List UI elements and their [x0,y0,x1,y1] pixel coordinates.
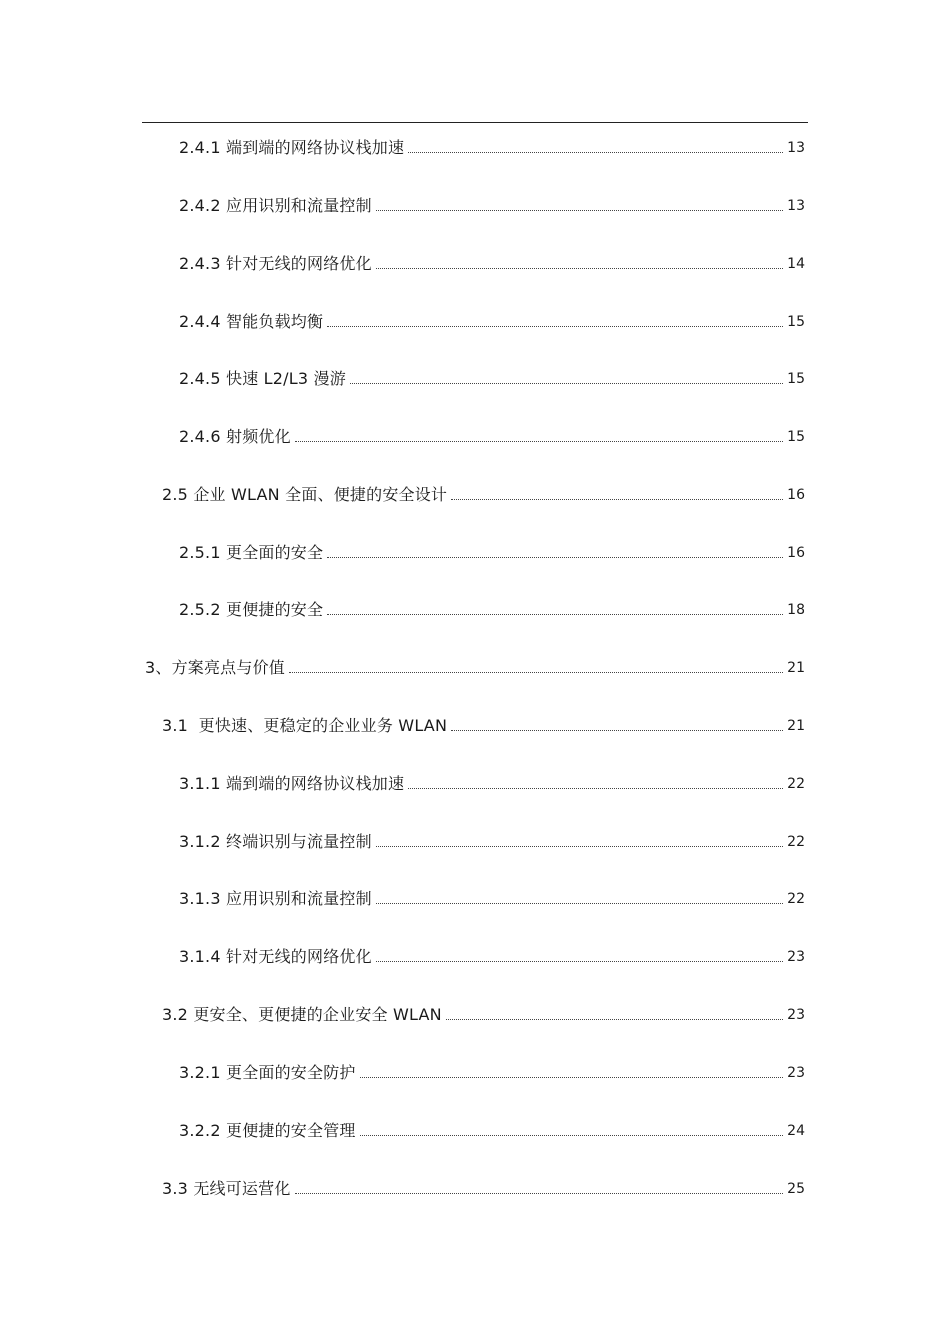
toc-dot-leader [360,1135,783,1136]
toc-dot-leader [376,961,783,962]
toc-dot-leader [327,614,783,615]
toc-page-number: 22 [787,834,805,850]
toc-entry-label: 3、方案亮点与价值 [145,658,285,677]
toc-entry-2-4-4[interactable] [179,308,805,332]
toc-dot-leader [376,846,783,847]
toc-page-number: 25 [787,1181,805,1197]
toc-entry-2-4-5[interactable] [179,365,805,389]
toc-entry-3-1[interactable] [162,712,805,736]
toc-entry-2-5-1[interactable] [179,539,805,563]
toc-dot-leader [376,210,783,211]
toc-entry-label: 3.1.4 针对无线的网络优化 [179,947,372,966]
toc-page-number: 14 [787,256,805,272]
toc-dot-leader [295,1193,783,1194]
toc-entry-3-1-3[interactable] [179,885,805,909]
toc-page-number: 16 [787,487,805,503]
toc-entry-label: 3.3 无线可运营化 [162,1179,291,1198]
toc-entry-3-2-1[interactable] [179,1059,805,1083]
toc-dot-leader [376,903,783,904]
toc-dot-leader [360,1077,783,1078]
toc-dot-leader [295,441,783,442]
toc-entry-label: 3.2.1 更全面的安全防护 [179,1063,356,1082]
toc-page-number: 15 [787,429,805,445]
toc-entry-3-1-1[interactable] [179,770,805,794]
toc-entry-2-4-6[interactable] [179,423,805,447]
toc-page-number: 21 [787,660,805,676]
toc-entry-label: 2.5.1 更全面的安全 [179,543,324,562]
toc-dot-leader [408,788,783,789]
toc-entry-label: 3.1 更快速、更稳定的企业业务 WLAN [162,716,448,735]
toc-entry-label: 2.4.1 端到端的网络协议栈加速 [179,138,405,157]
toc-page-number: 18 [787,602,805,618]
toc-entry-label: 3.2.2 更便捷的安全管理 [179,1121,356,1140]
toc-dot-leader [451,499,783,500]
toc-entry-2-5-2[interactable] [179,596,805,620]
toc-entry-2-4-1[interactable] [179,134,805,158]
toc-page-number: 13 [787,198,805,214]
toc-page-number: 15 [787,371,805,387]
toc-entry-3-1-4[interactable] [179,943,805,967]
toc-dot-leader [446,1019,783,1020]
toc-entry-3-3[interactable] [162,1175,805,1199]
toc-dot-leader [327,326,783,327]
toc-entry-label: 2.4.6 射频优化 [179,427,291,446]
toc-page-number: 22 [787,891,805,907]
toc-dot-leader [327,557,783,558]
toc-entry-3-2[interactable] [162,1001,805,1025]
toc-entry-label: 2.5 企业 WLAN 全面、便捷的安全设计 [162,485,448,504]
toc-entry-label: 2.4.2 应用识别和流量控制 [179,196,372,215]
toc-entry-2-4-2[interactable] [179,192,805,216]
toc-entry-label: 2.4.5 快速 L2/L3 漫游 [179,369,346,388]
toc-entry-3-1-2[interactable] [179,828,805,852]
toc-page-number: 23 [787,949,805,965]
toc-entry-3-2-2[interactable] [179,1117,805,1141]
toc-page-number: 22 [787,776,805,792]
toc-entry-label: 3.1.1 端到端的网络协议栈加速 [179,774,405,793]
toc-page-number: 23 [787,1065,805,1081]
toc-entry-label: 3.2 更安全、更便捷的企业安全 WLAN [162,1005,442,1024]
toc-page-number: 15 [787,314,805,330]
toc-page-number: 24 [787,1123,805,1139]
toc-entry-label: 2.5.2 更便捷的安全 [179,600,324,619]
toc-entry-label: 3.1.3 应用识别和流量控制 [179,889,372,908]
toc-page-number: 16 [787,545,805,561]
toc-dot-leader [408,152,783,153]
toc-dot-leader [289,672,783,673]
toc-entry-label: 2.4.3 针对无线的网络优化 [179,254,372,273]
toc-entry-2-5[interactable] [162,481,805,505]
toc-entry-2-4-3[interactable] [179,250,805,274]
toc-entry-label: 3.1.2 终端识别与流量控制 [179,832,372,851]
toc-page-number: 23 [787,1007,805,1023]
toc-page-number: 21 [787,718,805,734]
toc-dot-leader [350,383,783,384]
toc-dot-leader [451,730,783,731]
toc-page-number: 13 [787,140,805,156]
toc-entry-3[interactable] [145,654,805,678]
toc-dot-leader [376,268,783,269]
toc-entry-label: 2.4.4 智能负载均衡 [179,312,324,331]
